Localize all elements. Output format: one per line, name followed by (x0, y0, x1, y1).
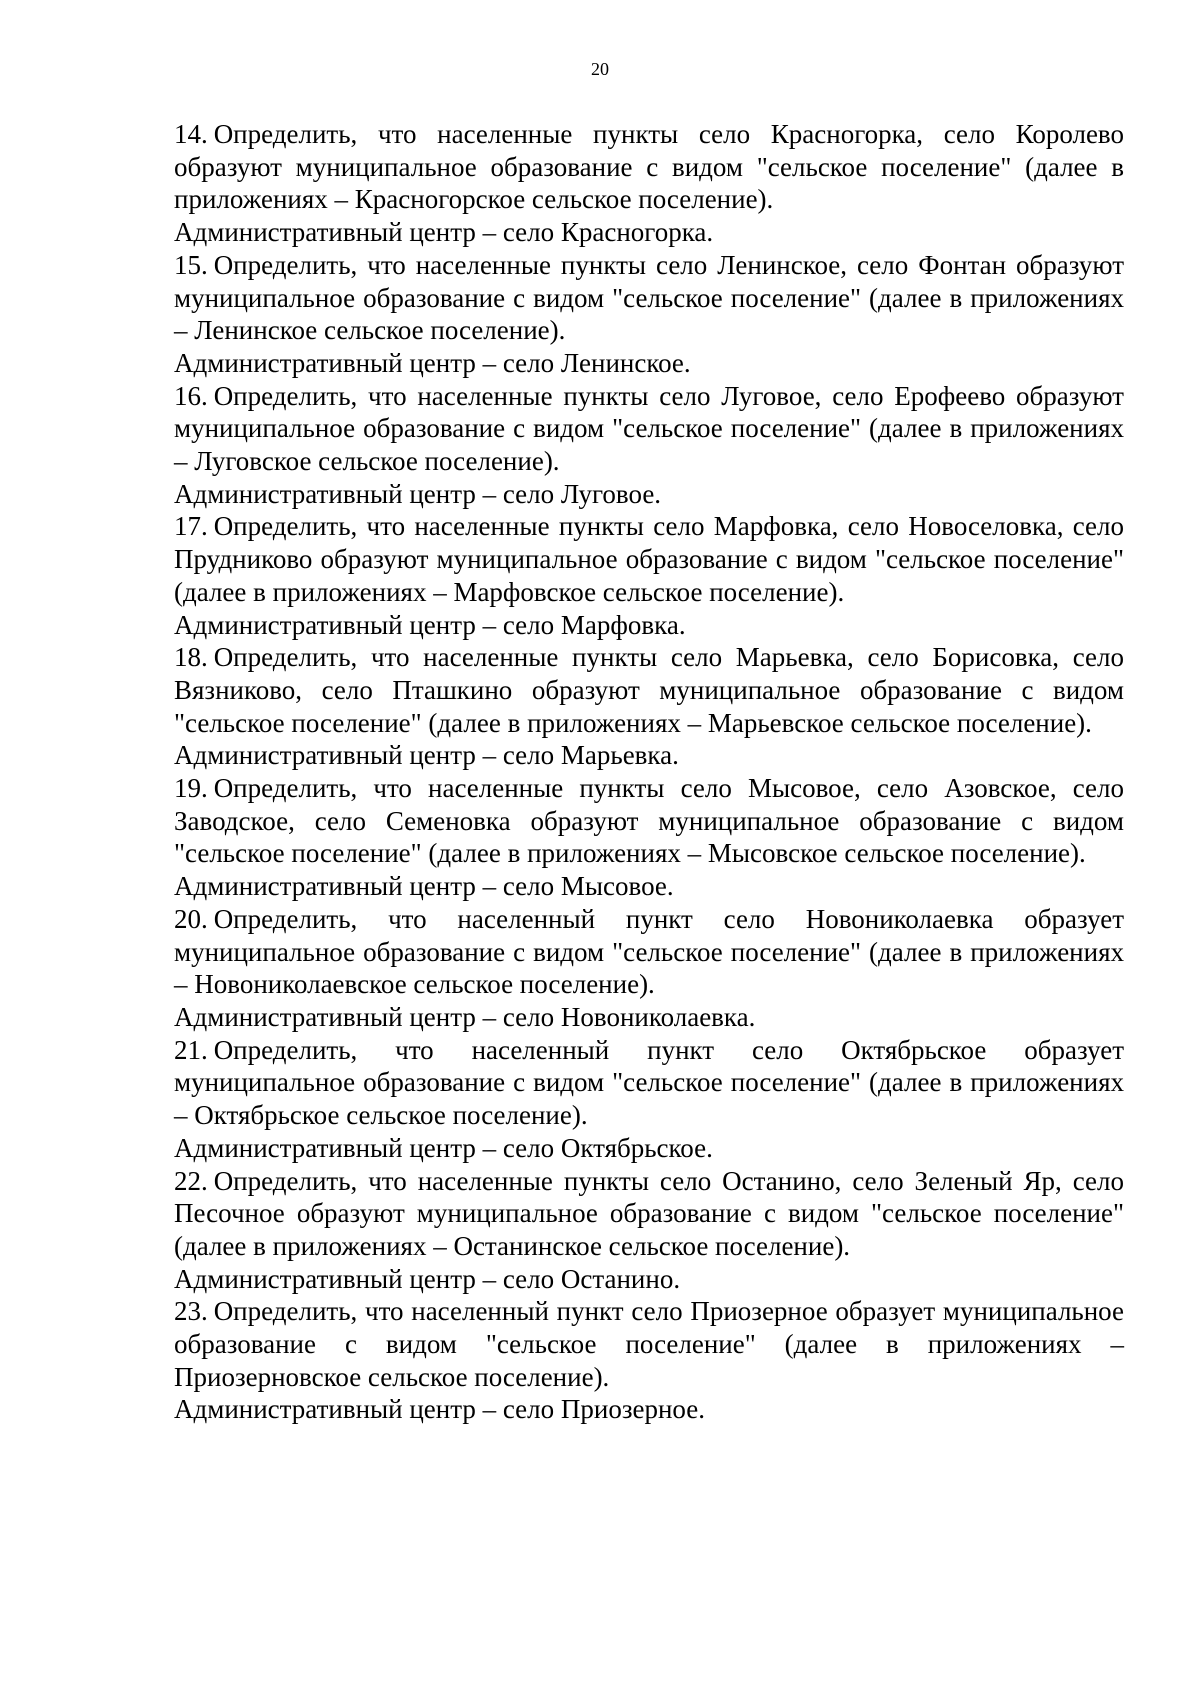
list-item-18 (174, 641, 1124, 772)
item-paragraph (174, 510, 1124, 608)
item-number: 19. (174, 773, 208, 804)
item-text: Определить, что населенный пункт село Приозерное образует муниципальное образование с видом "сельское поселение" (далее в приложениях – Приозерновское сельское поселение). (174, 1296, 1124, 1392)
administrative-center: Административный центр – село Приозерное. (174, 1394, 705, 1425)
item-number: 15. (174, 249, 208, 280)
item-text: Определить, что населенные пункты село Мысовое, село Азовское, село Заводское, село Семеновка образуют муниципальное образование с видом "сельское поселение" (далее в приложениях – Мысовское сельское поселение). (174, 773, 1124, 869)
list-item-23 (174, 1295, 1124, 1426)
item-number: 18. (174, 642, 208, 673)
list-item-16 (174, 380, 1124, 511)
administrative-center: Административный центр – село Марфовка. (174, 609, 686, 640)
document-body (174, 118, 1124, 1426)
item-paragraph (174, 380, 1124, 478)
item-paragraph (174, 903, 1124, 1001)
item-text: Определить, что населенный пункт село Октябрьское образует муниципальное образование с видом "сельское поселение" (далее в приложениях – Октябрьское сельское поселение). (174, 1034, 1124, 1131)
item-paragraph (174, 118, 1124, 216)
item-paragraph (174, 1295, 1124, 1393)
administrative-center: Административный центр – село Новониколаевка. (174, 1001, 756, 1032)
list-item-20 (174, 903, 1124, 1034)
item-paragraph (174, 1034, 1124, 1132)
list-item-19 (174, 772, 1124, 903)
item-paragraph (174, 641, 1124, 739)
administrative-center: Административный центр – село Луговое. (174, 478, 662, 509)
item-text: Определить, что населенные пункты село Марфовка, село Новоселовка, село Прудниково образуют муниципальное образование с видом "сельское поселение" (далее в приложениях – Марфовское сельское поселение). (174, 511, 1124, 607)
administrative-center: Административный центр – село Ленинское. (174, 347, 691, 378)
list-item-17 (174, 510, 1124, 641)
item-text: Определить, что населенный пункт село Новониколаевка образует муниципальное образование с видом "сельское поселение" (далее в приложениях – Новониколаевское сельское поселение). (174, 903, 1124, 1000)
item-number: 17. (174, 511, 208, 542)
administrative-center: Административный центр – село Красногорка. (174, 217, 714, 248)
administrative-center: Административный центр – село Останино. (174, 1263, 681, 1294)
item-number: 23. (174, 1296, 208, 1327)
item-number: 20. (174, 903, 208, 934)
item-text: Определить, что населенные пункты село Ленинское, село Фонтан образуют муниципальное образование с видом "сельское поселение" (далее в приложениях – Ленинское сельское поселение). (174, 249, 1124, 346)
list-item-21 (174, 1034, 1124, 1165)
item-text: Определить, что населенные пункты село Красногорка, село Королево образуют муниципальное образование с видом "сельское поселение" (далее в приложениях – Красногорское сельское поселение). (174, 119, 1124, 215)
item-paragraph (174, 249, 1124, 347)
item-number: 22. (174, 1165, 208, 1196)
item-paragraph (174, 1165, 1124, 1263)
administrative-center: Административный центр – село Марьевка. (174, 740, 679, 771)
item-text: Определить, что населенные пункты село Марьевка, село Борисовка, село Вязниково, село Пташкино образуют муниципальное образование с видом "сельское поселение" (далее в приложениях – Марьевское сельское поселение). (174, 642, 1124, 738)
item-text: Определить, что населенные пункты село Луговое, село Ерофеево образуют муниципальное образование с видом "сельское поселение" (далее в приложениях – Луговское сельское поселение). (174, 380, 1124, 477)
administrative-center: Административный центр – село Мысовое. (174, 871, 674, 902)
administrative-center: Административный центр – село Октябрьское. (174, 1132, 713, 1163)
item-text: Определить, что населенные пункты село Останино, село Зеленый Яр, село Песочное образуют муниципальное образование с видом "сельское поселение" (далее в приложениях – Останинское сельское поселение). (174, 1165, 1124, 1261)
item-paragraph (174, 772, 1124, 870)
list-item-14 (174, 118, 1124, 249)
item-number: 14. (174, 119, 208, 149)
list-item-22 (174, 1165, 1124, 1296)
list-item-15 (174, 249, 1124, 380)
item-number: 16. (174, 380, 208, 411)
item-number: 21. (174, 1034, 208, 1065)
page-number: 20 (591, 59, 609, 79)
